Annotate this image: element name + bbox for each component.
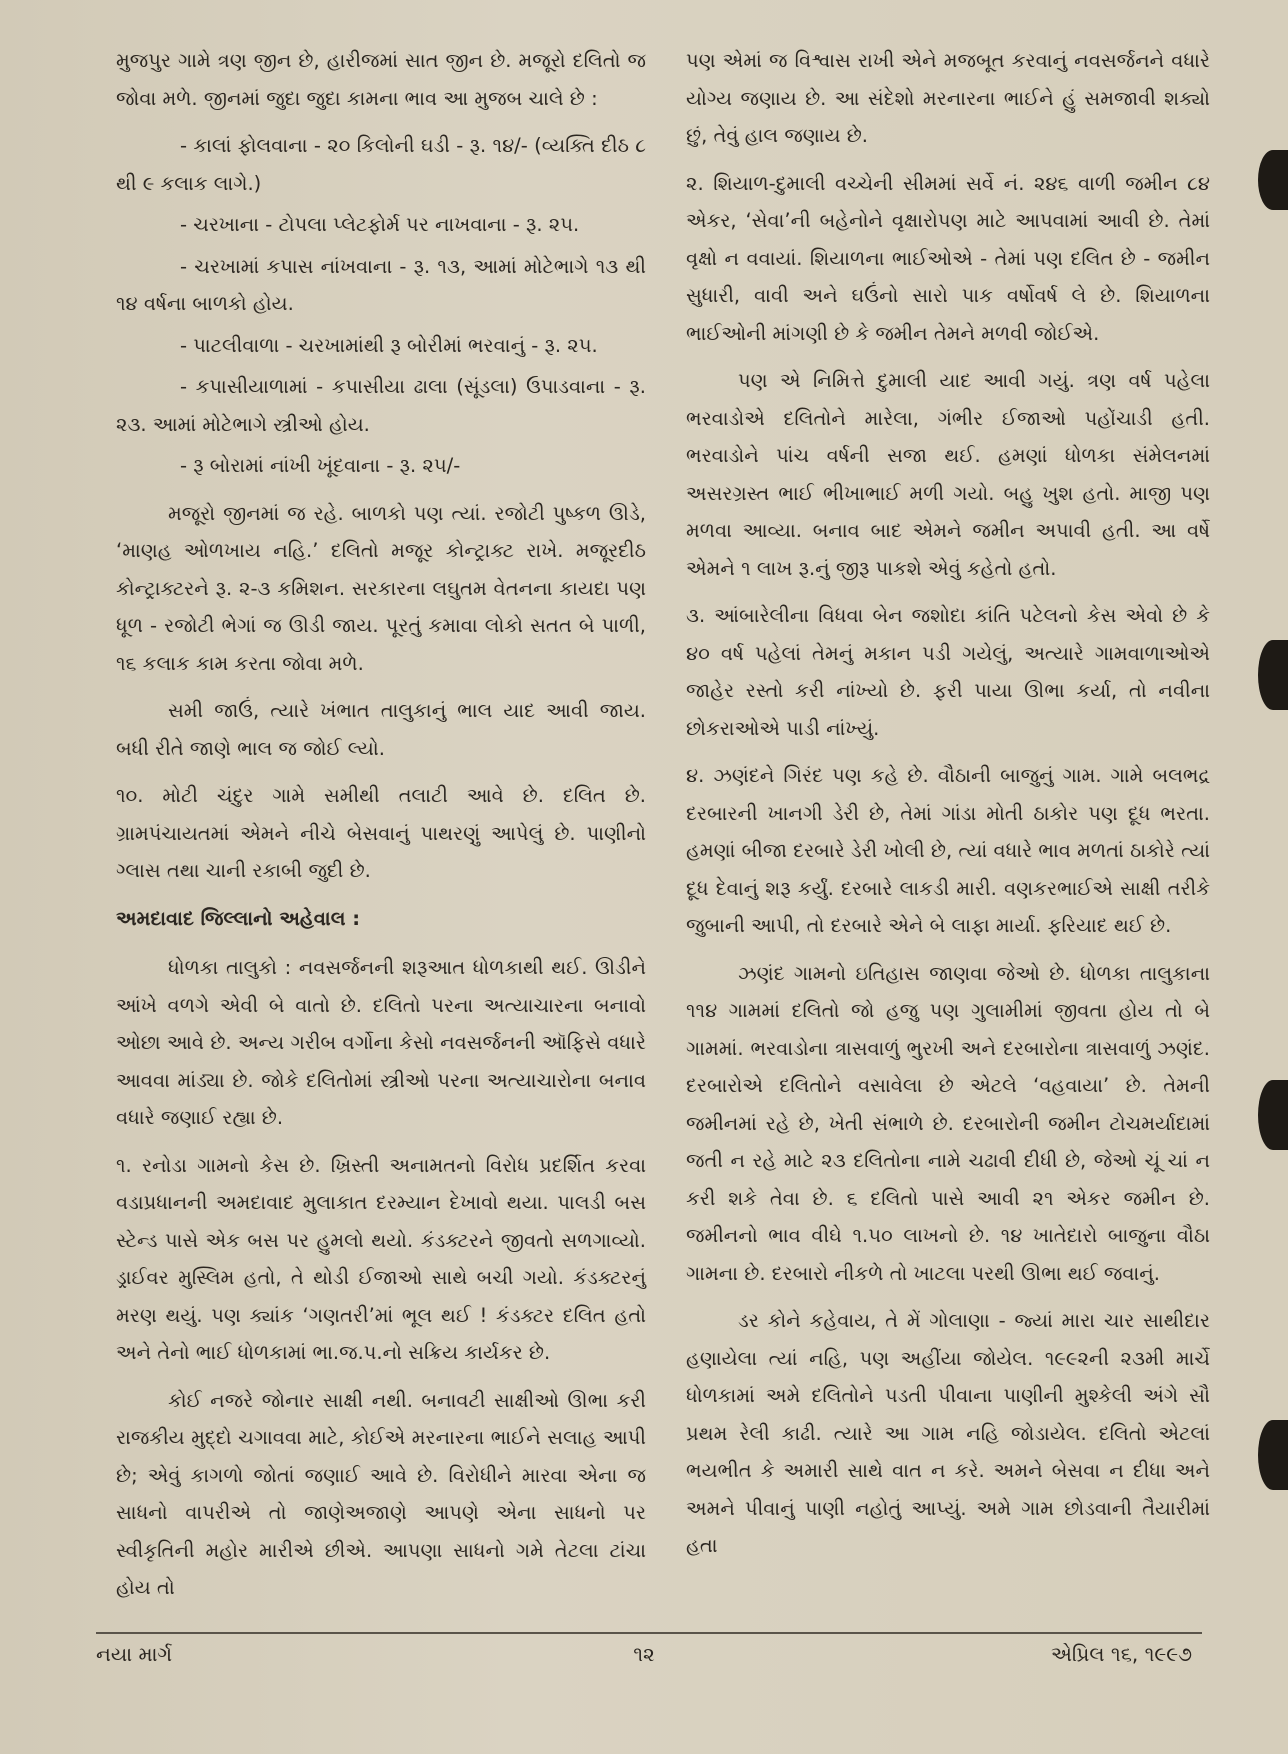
paper-tear bbox=[1258, 150, 1288, 210]
paragraph: ડર કોને કહેવાય, તે મેં ગોલાણા - જ્યાં મારા ચાર સાથીદાર હણાયેલા ત્યાં નહિ, પણ અહીંયા જોયેલ. ૧૯૯૨ની ૨૩મી માર્ચે ધોળકામાં અમે દલિતોને પડતી પીવાના પાણીની મુશ્કેલી અંગે સૌ પ્રથમ રેલી કાઢી. ત્યારે આ ગામ નહિ જોડાયેલ. દલિતો એટલાં ભયભીત કે અમારી સાથે વાત ન કરે. અમને બેસવા ન દીધા અને અમને પીવાનું પાણી નહોતું આપ્યું. અમે ગામ છોડવાની તૈયારીમાં હતા bbox=[686, 1309, 1210, 1557]
paragraph: પણ એમાં જ વિશ્વાસ રાખી એને મજબૂત કરવાનું નવસર્જનને વધારે યોગ્ય જણાય છે. આ સંદેશો મરનારના ભાઈને હું સમજાવી શક્યો છું, તેવું હાલ જણાય છે. bbox=[686, 49, 1210, 147]
wage-item: - કાલાં ફોલવાના - ૨૦ કિલોની ઘડી - રૂ. ૧૪/- (વ્યક્તિ દીઠ ૮ થી ૯ કલાક લાગે.) bbox=[116, 134, 646, 195]
right-column bbox=[686, 42, 1210, 1575]
issue-date: એપ્રિલ ૧૬, ૧૯૯૭ bbox=[1050, 1642, 1192, 1666]
paragraph: ૪. ઝણંદને ગિરંદ પણ કહે છે. વૌઠાની બાજુનું ગામ. ગામે બલભદ્ર દરબારની ખાનગી ડેરી છે, તેમાં ગાંડા મોતી ઠાકોર પણ દૂધ ભરતા. હમણાં બીજા દરબારે ડેરી ખોલી છે, ત્યાં વધારે ભાવ મળતાં ઠાકોરે ત્યાં દૂધ દેવાનું શરૂ કર્યું. દરબારે લાકડી મારી. વણકરભાઈએ સાક્ષી તરીકે જુબાની આપી, તો દરબારે એને બે લાફા માર્યા. ફરિયાદ થઈ છે. bbox=[686, 764, 1210, 937]
wage-item: - ચરખાના - ટોપલા પ્લેટફોર્મ પર નાખવાના - રૂ. ૨૫. bbox=[180, 213, 580, 236]
paper-tear bbox=[1258, 640, 1288, 710]
paragraph: કોઈ નજરે જોનાર સાક્ષી નથી. બનાવટી સાક્ષીઓ ઊભા કરી રાજકીય મુદ્દો ચગાવવા માટે, કોઈએ મરનારના ભાઈને સલાહ આપી છે; એવું કાગળો જોતાં જણાઈ આવે છે. વિરોધીને મારવા એના જ સાધનો વાપરીએ તો જાણેઅજાણે આપણે એના સાધનો પર સ્વીકૃતિની મહોર મારીએ છીએ. આપણા સાધનો ગમે તેટલા ટાંચા હોય તો bbox=[116, 1388, 646, 1599]
magazine-name: નયા માર્ગ bbox=[96, 1642, 173, 1666]
paragraph: મુજપુર ગામે ત્રણ જીન છે, હારીજમાં સાત જીન છે. મજૂરો દલિતો જ જોવા મળે. જીનમાં જુદા જુદા કામના ભાવ આ મુજબ ચાલે છે : bbox=[116, 49, 646, 110]
page-footer bbox=[96, 1642, 1192, 1682]
paper-tear bbox=[1258, 1080, 1288, 1150]
paragraph: પણ એ નિમિત્તે દુમાલી યાદ આવી ગયું. ત્રણ વર્ષ પહેલા ભરવાડોએ દલિતોને મારેલા, ગંભીર ઈજાઓ પહોંચાડી હતી. ભરવાડોને પાંચ વર્ષની સજા થઈ. હમણાં ધોળકા સંમેલનમાં અસરગ્રસ્ત ભાઈ ભીખાભાઈ મળી ગયો. બહુ ખુશ હતો. માજી પણ મળવા આવ્યા. બનાવ બાદ એમને જમીન અપાવી હતી. આ વર્ષે એમને ૧ લાખ રૂ.નું જીરૂ પાકશે એવું કહેતો હતો. bbox=[686, 369, 1210, 580]
section-heading: અમદાવાદ જિલ્લાનો અહેવાલ : bbox=[116, 906, 361, 930]
paragraph: ધોળકા તાલુકો : નવસર્જનની શરૂઆત ધોળકાથી થઈ. ઊડીને આંખે વળગે એવી બે વાતો છે. દલિતો પરના અત્યાચારના બનાવો ઓછા આવે છે. અન્ય ગરીબ વર્ગોના કેસો નવસર્જનની ઑફિસે વધારે આવવા માંડ્યા છે. જોકે દલિતોમાં સ્ત્રીઓ પરના અત્યાચારોના બનાવ વધારે જણાઈ રહ્યા છે. bbox=[116, 956, 646, 1129]
paragraph: ૨. શિયાળ-દુમાલી વચ્ચેની સીમમાં સર્વે નં. ૨૪૬ વાળી જમીન ૮૪ એકર, ‘સેવા’ની બહેનોને વૃક્ષારોપણ માટે આપવામાં આવી છે. તેમાં વૃક્ષો ન વવાયાં. શિયાળના ભાઈઓએ - તેમાં પણ દલિત છે - જમીન સુધારી, વાવી અને ઘઉંનો સારો પાક વર્ષોવર્ષ લે છે. શિયાળના ભાઈઓની માંગણી છે કે જમીન તેમને મળવી જોઈએ. bbox=[686, 171, 1210, 345]
wage-item: - પાટલીવાળા - ચરખામાંથી રૂ બોરીમાં ભરવાનું - રૂ. ૨૫. bbox=[180, 333, 598, 357]
paragraph: ૩. આંબારેલીના વિધવા બેન જશોદા કાંતિ પટેલનો કેસ એવો છે કે ૪૦ વર્ષ પહેલાં તેમનું મકાન પડી ગયેલું, અત્યારે ગામવાળાઓએ જાહેર રસ્તો કરી નાંખ્યો છે. ફરી પાયા ઊભા કર્યા, તો નવીના છોકરાઓએ પાડી નાંખ્યું. bbox=[686, 604, 1210, 740]
wage-item: - કપાસીયાળામાં - કપાસીયા ઢાલા (સૂંડલા) ઉપાડવાના - રૂ. ૨૩. આમાં મોટેભાગે સ્ત્રીઓ હોય. bbox=[116, 375, 646, 436]
footer-rule bbox=[96, 1632, 1202, 1634]
paper-tear bbox=[1258, 1420, 1288, 1490]
paragraph: ૧. રનોડા ગામનો કેસ છે. ખ્રિસ્તી અનામતનો વિરોધ પ્રદર્શિત કરવા વડાપ્રધાનની અમદાવાદ મુલાકાત દરમ્યાન દેખાવો થયા. પાલડી બસ સ્ટેન્ડ પાસે એક બસ પર હુમલો થયો. કંડક્ટરને જીવતો સળગાવ્યો. ડ્રાઈવર મુસ્લિમ હતો, તે થોડી ઈજાઓ સાથે બચી ગયો. કંડક્ટરનું મરણ થયું. પણ ક્યાંક ‘ગણતરી’માં ભૂલ થઈ ! કંડક્ટર દલિત હતો અને તેનો ભાઈ ધોળકામાં ભા.જ.પ.નો સક્રિય કાર્યકર છે. bbox=[116, 1153, 646, 1364]
wage-item: - ચરખામાં કપાસ નાંખવાના - રૂ. ૧૩, આમાં મોટેભાગે ૧૩ થી ૧૪ વર્ષના બાળકો હોય. bbox=[116, 254, 646, 315]
paragraph: ૧૦. મોટી ચંદુર ગામે સમીથી તલાટી આવે છે. દલિત છે. ગ્રામપંચાયતમાં એમને નીચે બેસવાનું પાથરણું આપેલું છે. પાણીનો ગ્લાસ તથા ચાની રકાબી જુદી છે. bbox=[116, 784, 646, 882]
page-number: ૧૨ bbox=[633, 1642, 655, 1666]
paragraph: સમી જાઉં, ત્યારે ખંભાત તાલુકાનું ભાલ યાદ આવી જાય. બધી રીતે જાણે ભાલ જ જોઈ લ્યો. bbox=[116, 699, 646, 760]
paragraph: મજૂરો જીનમાં જ રહે. બાળકો પણ ત્યાં. રજોટી પુષ્કળ ઊડે, ‘માણહ ઓળખાય નહિ.’ દલિતો મજૂર કોન્ટ્રાક્ટ રાખે. મજૂરદીઠ કોન્ટ્રાક્ટરને રૂ. ૨-૩ કમિશન. સરકારના લઘુતમ વેતનના કાયદા પણ ધૂળ - રજોટી ભેગાં જ ઊડી જાય. પૂરતું કમાવા લોકો સતત બે પાળી, ૧૬ કલાક કામ કરતા જોવા મળે. bbox=[116, 501, 646, 675]
paragraph: ઝણંદ ગામનો ઇતિહાસ જાણવા જેઓ છે. ધોળકા તાલુકાના ૧૧૪ ગામમાં દલિતો જો હજુ પણ ગુલામીમાં જીવતા હોય તો બે ગામમાં. ભરવાડોના ત્રાસવાળું ભુરખી અને દરબારોના ત્રાસવાળું ઝણંદ. દરબારોએ દલિતોને વસાવેલા છે એટલે ‘વહવાયા’ છે. તેમની જમીનમાં રહે છે, ખેતી સંભાળે છે. દરબારોની જમીન ટોચમર્યાદામાં જતી ન રહે માટે ૨૩ દલિતોના નામે ચઢાવી દીધી છે, જેઓ ચૂં ચાં ન કરી શકે તેવા છે. ૬ દલિતો પાસે આવી ૨૧ એકર જમીન છે. જમીનનો ભાવ વીઘે ૧.૫૦ લાખનો છે. ૧૪ ખાતેદારો બાજુના વૌઠા ગામના છે. દરબારો નીકળે તો ખાટલા પરથી ઊભા થઈ જવાનું. bbox=[686, 961, 1210, 1285]
left-column bbox=[116, 42, 646, 1617]
wage-item: - રૂ બોરામાં નાંખી ખૂંદવાના - રૂ. ૨૫/- bbox=[180, 454, 461, 477]
